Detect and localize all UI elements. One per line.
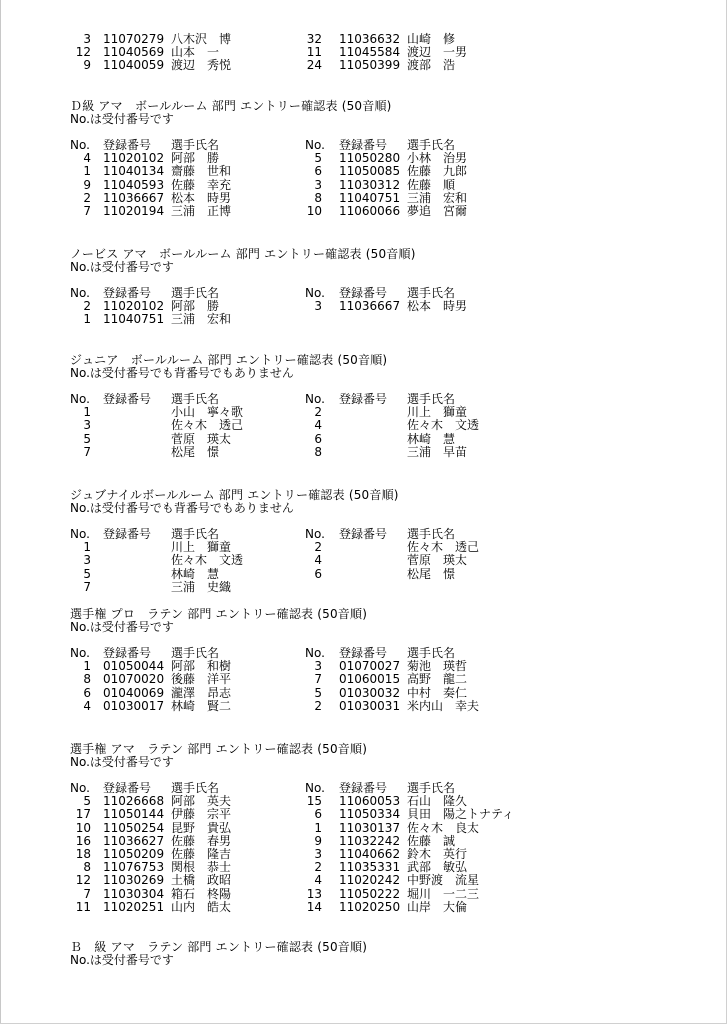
entry-player-name: 伊藤 宗平 (171, 807, 232, 822)
entry-player-name: 後藤 洋平 (171, 672, 232, 687)
entry-registration-number: 11030304 (103, 886, 165, 901)
header-name-label: 選手氏名 (407, 392, 456, 406)
header-no-label: No. (70, 781, 90, 795)
entry-player-name: 瀧澤 昂志 (171, 685, 232, 700)
header-name-label: 選手氏名 (171, 138, 220, 152)
entry-registration-number: 11060053 (339, 794, 401, 809)
entry-player-name: 渡部 浩 (407, 58, 456, 73)
header-no-label: No. (70, 527, 90, 541)
entry-registration-number: 01030031 (339, 698, 401, 713)
entry-registration-number: 11036667 (339, 299, 401, 314)
entry-no: 3 (83, 553, 91, 568)
entry-player-name: 武部 敏弘 (407, 860, 468, 875)
section-title: 選手権 プロ ラテン 部門 エントリー確認表 (50音順) (70, 607, 368, 621)
entry-player-name: 中野渡 流星 (407, 873, 480, 888)
entry-player-name: 佐々木 文透 (407, 418, 480, 433)
entry-registration-number: 11040593 (103, 177, 165, 192)
header-no-label: No. (305, 646, 325, 660)
entry-registration-number: 11020251 (103, 899, 165, 914)
entry-player-name: 米内山 幸夫 (407, 698, 480, 713)
entry-player-name: 渡辺 秀悦 (171, 58, 232, 73)
entry-no: 1 (83, 659, 91, 674)
entry-registration-number: 11030312 (339, 177, 401, 192)
entry-player-name: 中村 奏仁 (407, 685, 468, 700)
entry-player-name: 関根 恭士 (171, 860, 232, 875)
entry-player-name: 三浦 宏和 (171, 312, 232, 327)
entry-registration-number: 11020102 (103, 299, 165, 314)
entry-registration-number: 11030137 (339, 820, 401, 835)
header-reg-label: 登録番号 (103, 392, 152, 406)
entry-player-name: 齋藤 世和 (171, 164, 232, 179)
header-no-label: No. (305, 392, 325, 406)
entry-registration-number: 11036667 (103, 190, 165, 205)
entry-player-name: 夢追 宮爾 (407, 204, 468, 218)
header-name-label: 選手氏名 (407, 286, 456, 300)
entry-no: 24 (306, 58, 322, 73)
entry-player-name: 佐藤 誠 (407, 833, 456, 848)
entry-player-name: 三浦 宏和 (407, 190, 468, 205)
header-no-label: No. (70, 646, 90, 660)
entry-no: 7 (83, 444, 91, 459)
header-reg-label: 登録番号 (103, 138, 152, 152)
header-reg-label: 登録番号 (103, 527, 152, 541)
entry-no: 11 (75, 899, 91, 914)
entry-no: 5 (83, 794, 91, 809)
entry-player-name: 菅原 瑛太 (407, 553, 468, 568)
entry-player-name: 林崎 賢二 (171, 698, 232, 713)
entry-no: 17 (75, 807, 91, 822)
entry-registration-number: 11020242 (339, 873, 401, 888)
entry-player-name: 阿部 勝 (171, 299, 220, 314)
entry-player-name: 阿部 英夫 (171, 794, 232, 809)
entry-player-name: 八木沢 博 (171, 32, 232, 46)
entry-no: 10 (306, 204, 322, 218)
entry-registration-number: 01070020 (103, 672, 165, 687)
entry-player-name: 阿部 和樹 (171, 659, 232, 674)
entry-no: 32 (306, 32, 322, 46)
header-name-label: 選手氏名 (171, 781, 220, 795)
header-name-label: 選手氏名 (171, 286, 220, 300)
entry-no: 2 (314, 405, 322, 420)
entry-registration-number: 11050222 (339, 886, 401, 901)
entry-player-name: 林崎 慧 (171, 566, 220, 581)
entry-player-name: 佐藤 幸充 (171, 177, 232, 192)
section-note: No.は受付番号です (70, 620, 174, 634)
entry-no: 3 (314, 847, 322, 861)
entry-no: 4 (314, 873, 322, 888)
entry-player-name: 三浦 早苗 (407, 444, 468, 459)
entry-registration-number: 11020102 (103, 151, 165, 166)
section-note: No.は受付番号です (70, 112, 174, 126)
header-name-label: 選手氏名 (407, 646, 456, 660)
entry-registration-number: 11060066 (339, 204, 401, 218)
entry-no: 3 (314, 177, 322, 192)
entry-player-name: 高野 龍二 (407, 672, 468, 687)
entry-no: 8 (314, 190, 322, 205)
entry-no: 3 (83, 32, 91, 46)
entry-no: 5 (83, 566, 91, 581)
entry-player-name: 昆野 貴弘 (171, 820, 232, 835)
entry-player-name: 菅原 瑛太 (171, 431, 232, 446)
entry-registration-number: 01050044 (103, 659, 165, 674)
entry-registration-number: 11040751 (339, 190, 401, 205)
entry-player-name: 菊池 瑛哲 (407, 659, 468, 674)
entry-no: 18 (75, 847, 91, 861)
header-name-label: 選手氏名 (171, 646, 220, 660)
entry-no: 1 (83, 540, 91, 555)
entry-no: 3 (83, 418, 91, 433)
header-name-label: 選手氏名 (407, 138, 456, 152)
entry-registration-number: 11020250 (339, 899, 401, 914)
entry-player-name: 鈴木 英行 (407, 847, 468, 861)
entry-no: 9 (314, 833, 322, 848)
header-no-label: No. (305, 286, 325, 300)
entry-no: 2 (83, 299, 91, 314)
entry-player-name: 松尾 憬 (407, 566, 456, 581)
header-no-label: No. (70, 138, 90, 152)
entry-no: 11 (306, 45, 322, 60)
entry-no: 7 (83, 204, 91, 218)
entry-player-name: 佐々木 良太 (407, 820, 480, 835)
section-title: ジュニア ボールルーム 部門 エントリー確認表 (50音順) (70, 353, 388, 367)
entry-player-name: 松本 時男 (171, 190, 232, 205)
entry-player-name: 石山 隆久 (407, 794, 468, 809)
header-name-label: 選手氏名 (407, 781, 456, 795)
entry-no: 4 (83, 698, 91, 713)
section-note: No.は受付番号です (70, 755, 174, 769)
entry-no: 2 (314, 540, 322, 555)
entry-no: 15 (306, 794, 322, 809)
section-note: No.は受付番号です (70, 953, 174, 967)
header-name-label: 選手氏名 (407, 527, 456, 541)
section-note: No.は受付番号でも背番号でもありません (70, 501, 294, 515)
entry-registration-number: 11070279 (103, 32, 165, 46)
entry-player-name: 川上 獅童 (407, 405, 468, 420)
header-no-label: No. (70, 392, 90, 406)
entry-player-name: 山岸 大倫 (407, 899, 468, 914)
header-no-label: No. (305, 138, 325, 152)
entry-no: 7 (314, 672, 322, 687)
entry-registration-number: 11035331 (339, 860, 401, 875)
entry-no: 1 (83, 405, 91, 420)
entry-player-name: 松本 時男 (407, 299, 468, 314)
entry-registration-number: 11040059 (103, 58, 165, 73)
section-title: 選手権 アマ ラテン 部門 エントリー確認表 (50音順) (70, 742, 368, 756)
entry-registration-number: 11040751 (103, 312, 165, 327)
entry-player-name: 貝田 陽之トナティ (407, 807, 515, 822)
section-note: No.は受付番号でも背番号でもありません (70, 366, 294, 380)
entry-no: 1 (83, 312, 91, 327)
entry-no: 6 (314, 566, 322, 581)
entry-no: 13 (306, 886, 322, 901)
entry-registration-number: 11050144 (103, 807, 165, 822)
entry-player-name: 山崎 修 (407, 32, 456, 46)
entry-player-name: 小山 寧々歌 (171, 405, 244, 420)
entry-no: 6 (83, 685, 91, 700)
entry-player-name: 佐藤 順 (407, 177, 456, 192)
section-title: ノービス アマ ボールルーム 部門 エントリー確認表 (50音順) (70, 247, 416, 261)
entry-no: 5 (314, 685, 322, 700)
entry-player-name: 堀川 一二三 (407, 886, 480, 901)
entry-registration-number: 11026668 (103, 794, 165, 809)
entry-registration-number: 11032242 (339, 833, 401, 848)
entry-registration-number: 11020194 (103, 204, 165, 218)
entry-registration-number: 11030269 (103, 873, 165, 888)
section-note: No.は受付番号です (70, 260, 174, 274)
entry-player-name: 佐藤 春男 (171, 833, 232, 848)
entry-no: 4 (314, 553, 322, 568)
entry-no: 4 (83, 151, 91, 166)
header-no-label: No. (305, 527, 325, 541)
entry-no: 9 (83, 177, 91, 192)
entry-player-name: 三浦 史織 (171, 579, 232, 594)
entry-registration-number: 11045584 (339, 45, 401, 60)
entry-registration-number: 01040069 (103, 685, 165, 700)
entry-no: 3 (314, 659, 322, 674)
header-reg-label: 登録番号 (339, 286, 388, 300)
entry-player-name: 三浦 正博 (171, 204, 232, 218)
entry-no: 2 (314, 698, 322, 713)
entry-no: 2 (83, 190, 91, 205)
header-reg-label: 登録番号 (339, 527, 388, 541)
header-name-label: 選手氏名 (171, 392, 220, 406)
entry-registration-number: 11040662 (339, 847, 401, 861)
entry-no: 4 (314, 418, 322, 433)
entry-no: 6 (314, 431, 322, 446)
entry-player-name: 林崎 慧 (407, 431, 456, 446)
entry-registration-number: 11050254 (103, 820, 165, 835)
entry-no: 16 (75, 833, 91, 848)
entry-registration-number: 11040569 (103, 45, 165, 60)
entry-registration-number: 11076753 (103, 860, 165, 875)
entry-registration-number: 01060015 (339, 672, 401, 687)
entry-registration-number: 01030017 (103, 698, 165, 713)
entry-no: 2 (314, 860, 322, 875)
entry-no: 12 (75, 45, 91, 60)
entry-registration-number: 01070027 (339, 659, 401, 674)
entry-no: 12 (75, 873, 91, 888)
entry-player-name: 佐々木 透己 (407, 540, 480, 555)
header-reg-label: 登録番号 (339, 781, 388, 795)
entry-registration-number: 11050280 (339, 151, 401, 166)
section-title: Ｂ 級 アマ ラテン 部門 エントリー確認表 (50音順) (70, 940, 368, 954)
entry-player-name: 阿部 勝 (171, 151, 220, 166)
entry-no: 10 (75, 820, 91, 835)
entry-player-name: 佐々木 文透 (171, 553, 244, 568)
entry-player-name: 渡辺 一男 (407, 45, 468, 60)
header-reg-label: 登録番号 (103, 286, 152, 300)
header-no-label: No. (305, 781, 325, 795)
entry-no: 7 (83, 579, 91, 594)
entry-no: 8 (314, 444, 322, 459)
entry-player-name: 土橋 政昭 (171, 873, 232, 888)
entry-player-name: 松尾 憬 (171, 444, 220, 459)
entry-registration-number: 11050209 (103, 847, 165, 861)
entry-player-name: 川上 獅童 (171, 540, 232, 555)
entry-registration-number: 11036627 (103, 833, 165, 848)
entry-registration-number: 11050085 (339, 164, 401, 179)
entry-no: 6 (314, 807, 322, 822)
entry-no: 3 (314, 299, 322, 314)
entry-no: 8 (83, 672, 91, 687)
header-reg-label: 登録番号 (103, 646, 152, 660)
header-reg-label: 登録番号 (339, 646, 388, 660)
entry-registration-number: 01030032 (339, 685, 401, 700)
entry-registration-number: 11050399 (339, 58, 401, 73)
entry-no: 8 (83, 860, 91, 875)
entry-no: 1 (314, 820, 322, 835)
entry-player-name: 山本 一 (171, 45, 220, 60)
entry-registration-number: 11036632 (339, 32, 401, 46)
entry-registration-number: 11040134 (103, 164, 165, 179)
entry-registration-number: 11050334 (339, 807, 401, 822)
entry-no: 1 (83, 164, 91, 179)
entry-no: 6 (314, 164, 322, 179)
header-name-label: 選手氏名 (171, 527, 220, 541)
header-reg-label: 登録番号 (103, 781, 152, 795)
entry-no: 14 (306, 899, 322, 914)
header-no-label: No. (70, 286, 90, 300)
header-reg-label: 登録番号 (339, 138, 388, 152)
section-title: Ｄ級 アマ ボールルーム 部門 エントリー確認表 (50音順) (70, 99, 392, 113)
entry-no: 5 (314, 151, 322, 166)
header-reg-label: 登録番号 (339, 392, 388, 406)
entry-player-name: 小林 治男 (407, 151, 468, 166)
section-title: ジュブナイルボールルーム 部門 エントリー確認表 (50音順) (70, 488, 399, 502)
entry-no: 9 (83, 58, 91, 73)
entry-player-name: 山内 皓太 (171, 899, 232, 914)
entry-player-name: 佐藤 隆吉 (171, 847, 232, 861)
entry-player-name: 佐々木 透己 (171, 418, 244, 433)
entry-player-name: 箱石 柊陽 (171, 886, 232, 901)
entry-no: 7 (83, 886, 91, 901)
entry-no: 5 (83, 431, 91, 446)
entry-player-name: 佐藤 九郎 (407, 164, 468, 179)
